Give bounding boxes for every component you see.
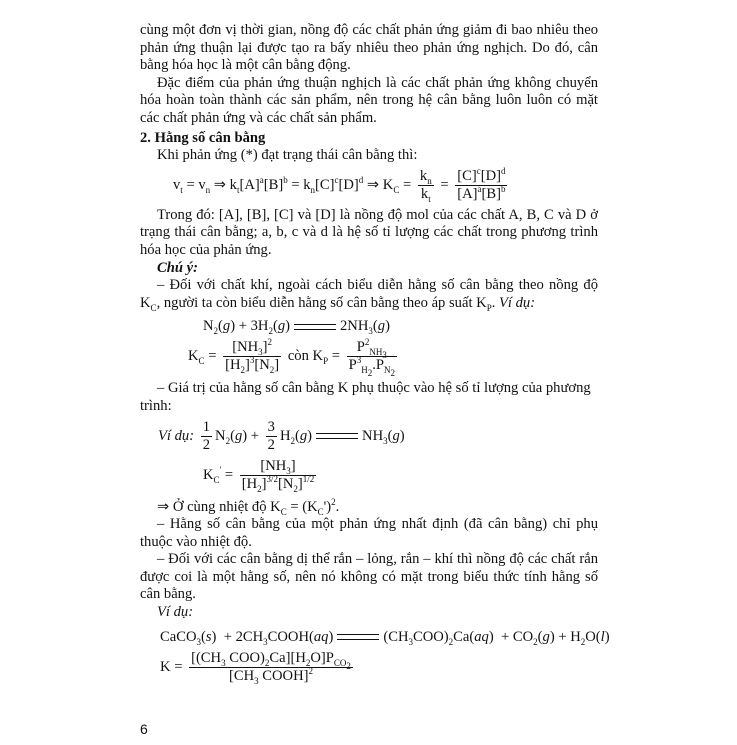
page-content bbox=[140, 22, 610, 745]
paragraph-5: – Đối với chất khí, ngoài cách biểu diễn hằng số cân bằng theo nồng độ $K_C$, người ta còn biểu diễn hằng số cân bằng theo áp suất $K_P$. Ví dụ: bbox=[140, 277, 598, 313]
equation-half-nh3: Ví dụ: $\frac{1}{2}$ $N_2(g)$ + $\frac{3}{2}$ $H_2(g)$ $NH_3(g)$ bbox=[158, 418, 405, 453]
paragraph-9: – Đối với các cân bằng dị thể rắn – lỏng, rắn – khí thì nồng độ các chất rắn được coi là một hằng số, nên nó không có mặt trong biểu thức tính hằng số cân bằng. bbox=[140, 551, 598, 603]
example-label-2 bbox=[140, 604, 598, 622]
equation-kc-prime: $K_C'$ = $\frac{[NH_3]}{[H_2]^{3/2}[N_2]^{1/2}}$ bbox=[203, 457, 315, 494]
equilibrium-arrow-icon bbox=[316, 431, 358, 441]
paragraph-3: Khi phản ứng (*) đạt trạng thái cân bằng thì: bbox=[157, 147, 418, 164]
paragraph-2: Đặc điểm của phản ứng thuận nghịch là các chất phản ứng không chuyển hóa hoàn toàn thành các sản phẩm, nên trong hệ cân bằng luôn luôn có mặt các chất phản ứng và các chất sản phẩm. bbox=[140, 74, 598, 126]
example-label: Ví dụ: bbox=[157, 604, 194, 621]
con-text: còn bbox=[287, 348, 309, 365]
paragraph-8: – Hằng số cân bằng của một phản ứng nhất định (đã cân bằng) chỉ phụ thuộc vào nhiệt độ. bbox=[140, 516, 598, 550]
note-label-text: Chú ý: bbox=[157, 259, 198, 276]
paragraph-4: Trong đó: [A], [B], [C] và [D] là nồng độ mol của các chất A, B, C và D ở trạng thái cân bằng; a, b, c và d là hệ số tỉ lượng các chất trong phương trình hóa học của phản ứng. bbox=[140, 206, 598, 258]
p5-text: – Đối với chất khí, ngoài cách biểu diễn hằng số cân bằng theo nồng độ K bbox=[140, 277, 598, 311]
equation-kc-general: $v_t = v_n$ ⇒ $k_t[A]^a[B]^b = k_n[C]^c[D]^d$ ⇒ $K_C$ = $\frac{k_n}{k_t}$ = $\frac{[C]^c[D]^d}{[A]^a[B]^b}$ bbox=[173, 165, 506, 204]
equation-nh3-synthesis: $N_2(g) + 3H_2(g)$ $2NH_3(g)$ bbox=[203, 318, 390, 337]
equilibrium-arrow-icon bbox=[337, 632, 379, 642]
p5-text-b: , người ta còn biểu diễn hằng số cân bằng theo áp suất K bbox=[156, 294, 487, 311]
equation-k-caco3: K = $\frac{[(CH_3 COO)_2Ca][H_2O]P_{CO_2}}{[CH_3 COOH]^2}$ bbox=[160, 649, 351, 686]
p7-text-b: = (K bbox=[286, 498, 318, 515]
equation-caco3: CaCO$_3$(s) + $2CH_3COOH(aq) (CH_3COO)_2Ca(aq) + CO_2(g) + H_2O(l)$ bbox=[160, 628, 610, 647]
paragraph-6: – Giá trị của hằng số cân bằng K phụ thuộc vào hệ số tỉ lượng của phương trình: bbox=[140, 380, 591, 414]
note-label bbox=[140, 260, 598, 278]
paragraph-7: ⇒ Ở cùng nhiệt độ $K_C = (K_C')^2$. bbox=[157, 496, 340, 517]
p7-text: ⇒ Ở cùng nhiệt độ K bbox=[157, 498, 281, 515]
page-number: 6 bbox=[140, 720, 148, 737]
example-label: Ví dụ: bbox=[499, 294, 536, 311]
section-heading: 2. Hằng số cân bằng bbox=[140, 129, 266, 146]
equilibrium-arrow-icon bbox=[294, 322, 336, 332]
example-label: Ví dụ: bbox=[158, 427, 195, 444]
p7-text-c: ') bbox=[323, 498, 332, 515]
p5-text-c: . bbox=[491, 294, 499, 311]
paragraph-1: cùng một đơn vị thời gian, nồng độ các chất phản ứng giảm đi bao nhiêu theo phản ứng thuận lại được tạo ra bấy nhiêu theo phản ứng nghịch. Do đó, cân bằng hóa học là một cân bằng động. bbox=[140, 22, 598, 74]
equation-kc-kp: $K_C$ = $\frac{[NH_3]^2}{[H_2]^3[N_2]}$ còn $K_P$ = $\frac{P^2_{NH_3}}{P^3_{H_2}.P_{N_2}}$ bbox=[188, 337, 396, 379]
